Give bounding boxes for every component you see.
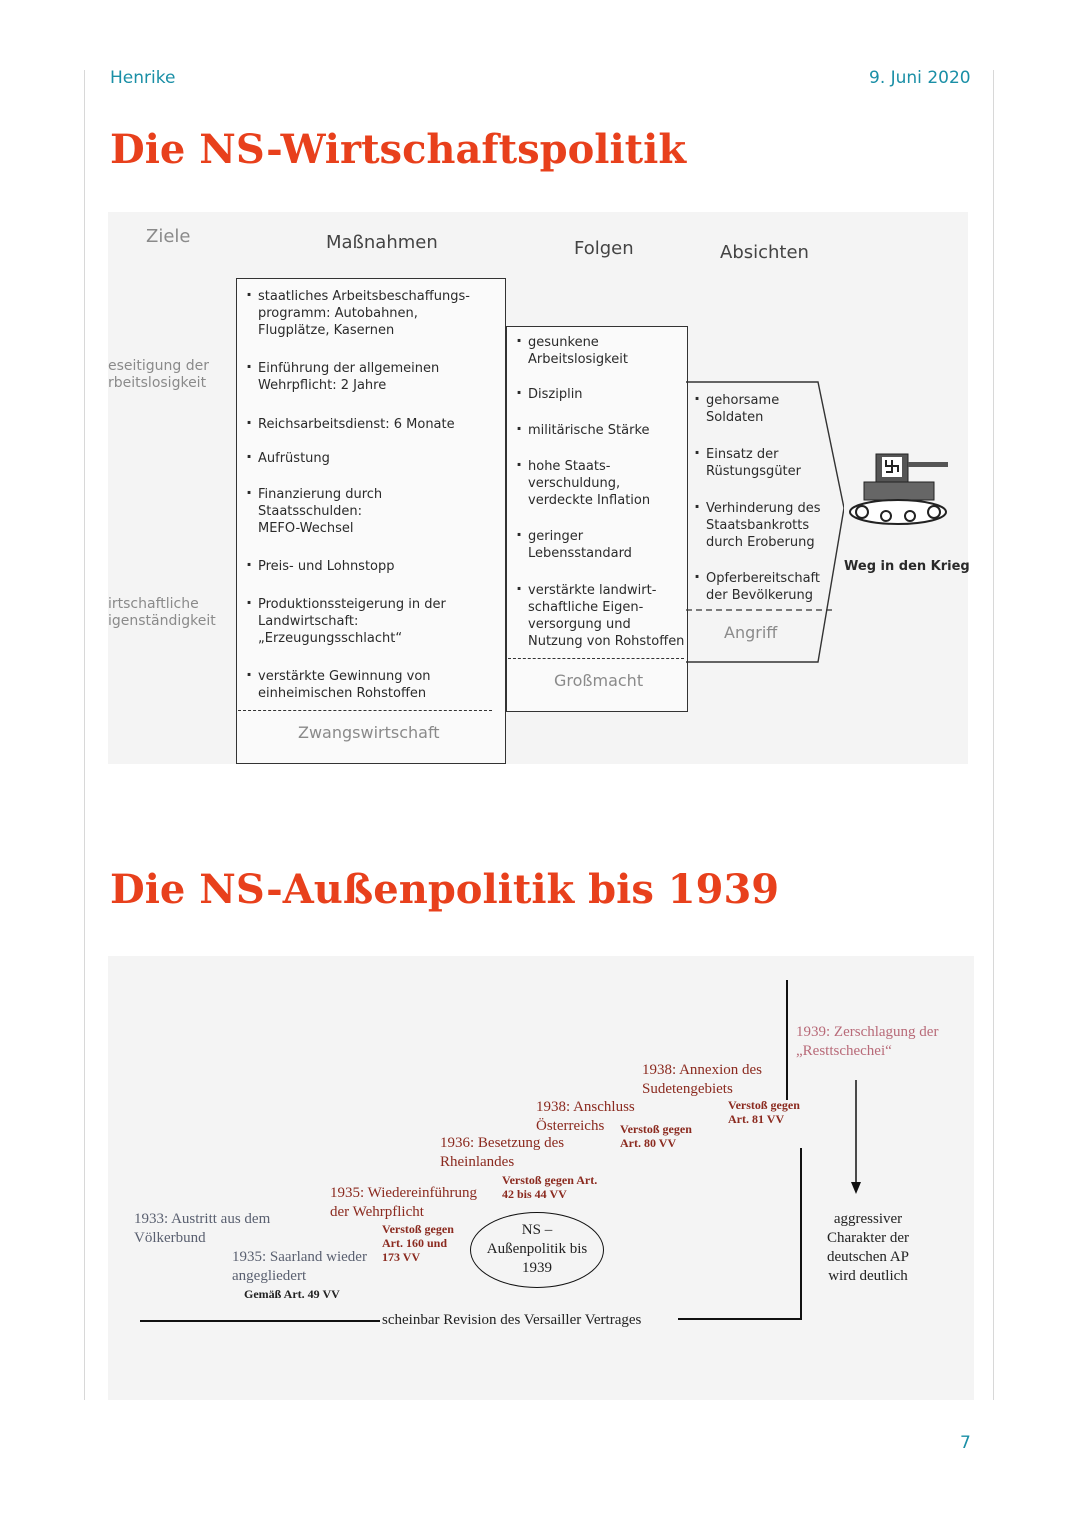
consequence-item: · Disziplin [528,386,583,403]
event-1938-anschluss-note: Verstoß gegen Art. 80 VV [620,1122,692,1150]
consequence-item: · verstärkte landwirt- schaftliche Eigen- versorgung und Nutzung von Rohstoffen [528,582,684,650]
consequence-item: · geringer Lebensstandard [528,528,632,562]
baseline-left [140,1320,380,1322]
economy-diagram [108,212,968,764]
intention-item: · Opferbereitschaft der Bevölkerung [706,570,820,604]
column-head-massnahmen: Maßnahmen [326,232,438,253]
column-head-ziele: Ziele [146,226,191,247]
intention-item: · Einsatz der Rüstungsgüter [706,446,801,480]
intention-item: · Verhinderung des Staatsbankrotts durch Eroberung [706,500,821,551]
consequences-divider [508,658,684,659]
goal-item: irtschaftliche igenständigkeit [108,596,216,629]
measures-divider [238,710,492,711]
event-1936: 1936: Besetzung des Rheinlandes [440,1135,565,1170]
consequence-item: · hohe Staats- verschuldung, verdeckte Inflation [528,458,650,509]
bracket-lower [800,1148,802,1320]
event-1935-wehrpflicht-note: Verstoß gegen Art. 160 und 173 VV [382,1222,454,1264]
center-ellipse: NS – Außenpolitik bis 1939 [470,1212,604,1288]
bracket-upper [786,980,788,1100]
event-1938-sudeten: 1938: Annexion des Sudetengebiets [642,1062,762,1097]
consequences-box [506,326,688,712]
measure-item: · Produktionssteigerung in der Landwirtschaft: „Erzeugungsschlacht“ [258,596,446,647]
column-head-folgen: Folgen [574,238,634,259]
event-1935-wehrpflicht: 1935: Wiedereinführung der Wehrpflicht [330,1185,477,1220]
right-margin-line [993,70,994,1400]
measure-item: · staatliches Arbeitsbeschaffungs- programm: Autobahnen, Flugplätze, Kasernen [258,288,470,339]
author-name: Henrike [110,68,176,88]
measure-item: · Preis- und Lohnstopp [258,558,395,575]
section-title-economy: Die NS-Wirtschaftspolitik [110,126,687,173]
arrow-down-icon [848,1080,864,1196]
event-1935-saarland-note: Gemäß Art. 49 VV [244,1287,340,1301]
measure-item: · Reichsarbeitsdienst: 6 Monate [258,416,455,433]
date-label: 9. Juni 2020 [869,68,971,88]
measure-item: · verstärkte Gewinnung von einheimischen Rohstoffen [258,668,431,702]
column-head-absichten: Absichten [720,242,809,263]
conclusion: aggressiver Charakter der deutschen AP wird deutlich [826,1211,910,1284]
consequence-item: · gesunkene Arbeitslosigkeit [528,334,628,368]
event-1935-saarland: 1935: Saarland wieder angegliedert [232,1249,367,1284]
measure-item: · Finanzierung durch Staatsschulden: MEFO-Wechsel [258,486,382,537]
intentions-footer: Angriff [724,623,778,642]
consequence-item: · militärische Stärke [528,422,650,439]
foreign-policy-diagram [108,956,974,1400]
result-label: Weg in den Krieg [844,559,970,574]
event-1936-note: Verstoß gegen Art. 42 bis 44 VV [502,1173,598,1201]
baseline-label: scheinbar Revision des Versailler Vertrages [382,1312,642,1328]
event-1938-anschluss: 1938: Anschluss Österreichs [536,1099,635,1134]
measures-footer: Zwangswirtschaft [298,723,440,742]
intention-item: · gehorsame Soldaten [706,392,779,426]
consequences-footer: Großmacht [554,671,644,690]
measure-item: · Aufrüstung [258,450,330,467]
section-title-foreign-policy: Die NS-Außenpolitik bis 1939 [110,866,780,913]
goal-item: eseitigung der rbeitslosigkeit [108,358,210,391]
event-1933: 1933: Austritt aus dem Völkerbund [134,1211,271,1246]
page-number: 7 [960,1433,971,1453]
event-1939: 1939: Zerschlagung der „Resttschechei“ [796,1024,939,1059]
measure-item: · Einführung der allgemeinen Wehrpflicht: 2 Jahre [258,360,439,394]
baseline-right [678,1318,802,1320]
left-margin-line [84,70,85,1400]
event-1938-sudeten-note: Verstoß gegen Art. 81 VV [728,1098,800,1126]
tank-icon [846,448,958,544]
